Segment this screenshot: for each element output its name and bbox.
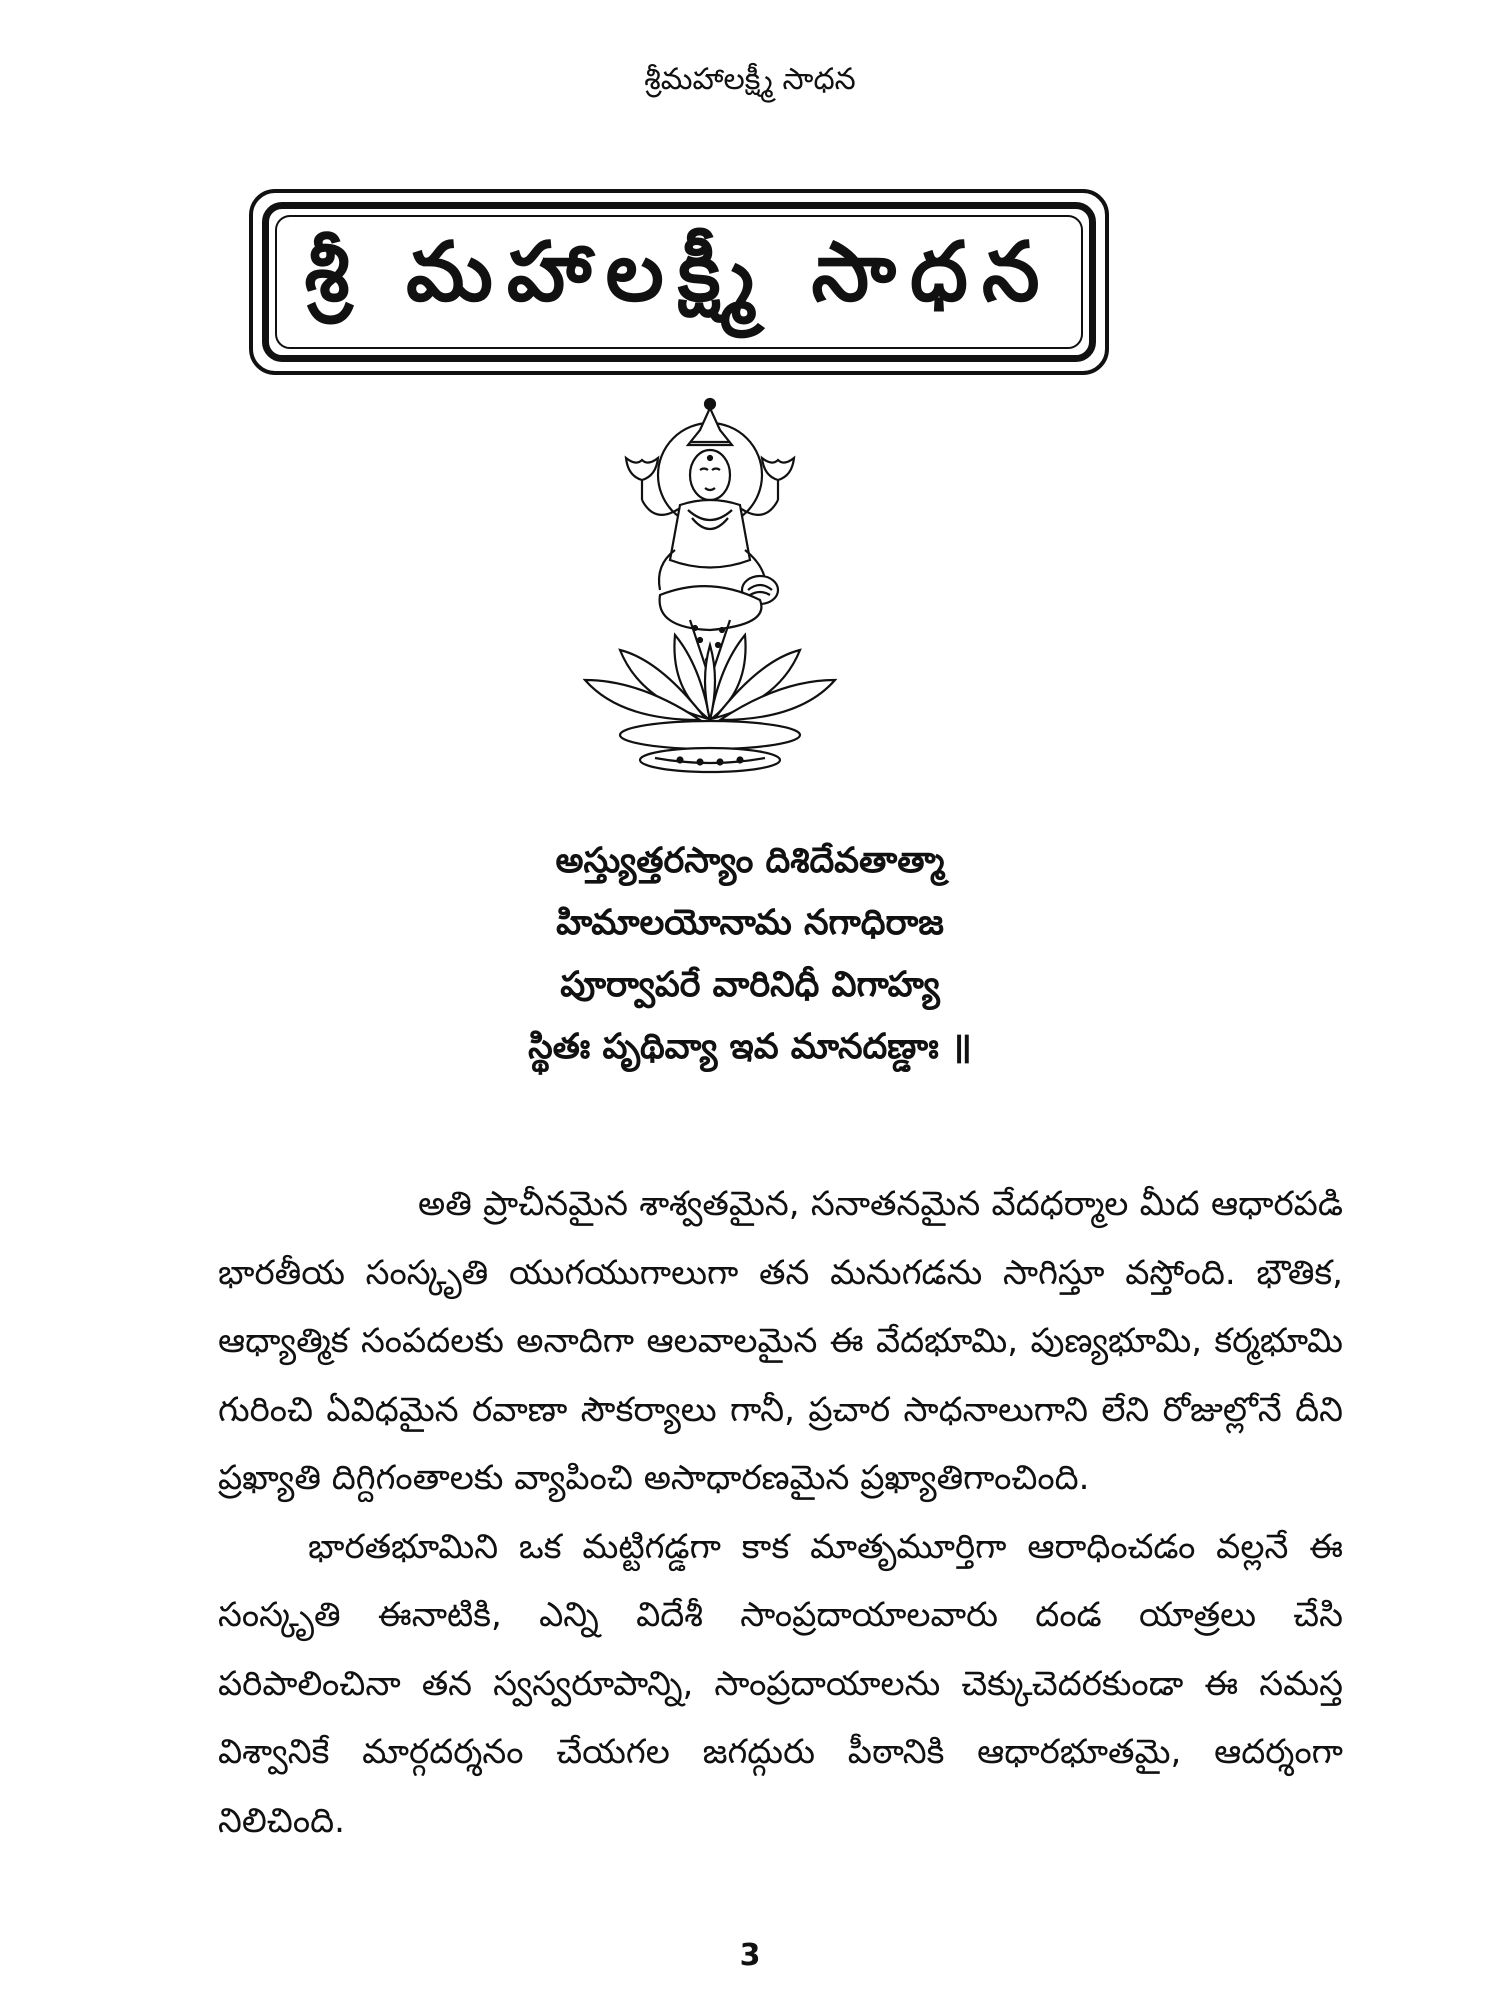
running-header: శ్రీమహాలక్ష్మీ సాధన bbox=[644, 62, 856, 97]
verse bbox=[0, 830, 1500, 1078]
verse-line: పూర్వాపరే వారినిధీ విగాహ్య bbox=[560, 965, 940, 1005]
paragraph bbox=[218, 1513, 1343, 1856]
page-number: 3 bbox=[739, 1938, 761, 1973]
page-title: శ్రీ మహాలక్ష్మీ సాధన bbox=[304, 224, 1054, 320]
verse-line: హిమాలయోనామ నగాధిరాజ bbox=[556, 903, 944, 943]
paragraph-text: అతి ప్రాచీనమైన శాశ్వతమైన, సనాతనమైన వేదధర్మాల మీద ఆధారపడి భారతీయ సంస్కృతి యుగయుగాలుగా తన మనుగడను సాగిస్తూ వస్తోంది. భౌతిక, ఆధ్యాత్మిక సంపదలకు అనాదిగా ఆలవాలమైన ఈ వేదభూమి, పుణ్యభూమి, కర్మభూమి గురించి ఏవిధమైన రవాణా సౌకర్యాలు గానీ, ప్రచార సాధనాలుగాని లేని రోజుల్లోనే దీని ప్రఖ్యాతి దిగ్దిగంతాలకు వ్యాపించి అసాధారణమైన ప్రఖ్యాతిగాంచింది. bbox=[218, 1184, 1343, 1498]
paragraph-text: భారతభూమిని ఒక మట్టిగడ్డగా కాక మాతృమూర్తిగా ఆరాధించడం వల్లనే ఈ సంస్కృతి ఈనాటికి, ఎన్ని విదేశీ సాంప్రదాయాలవారు దండ యాత్రలు చేసి పరిపాలించినా తన స్వస్వరూపాన్ని, సాంప్రదాయాలను చెక్కుచెదరకుండా ఈ సమస్త విశ్వానికే మార్గదర్శనం చేయగల జగద్గురు పీఠానికి ఆధారభూతమై, ఆదర్శంగా నిలిచింది. bbox=[218, 1526, 1343, 1841]
lakshmi-illustration bbox=[560, 390, 860, 790]
title-frame-border bbox=[262, 202, 1096, 362]
verse-line: స్థితః పృథివ్యా ఇవ మానదణ్డాః ॥ bbox=[528, 1027, 972, 1067]
title-frame-inner-border bbox=[275, 215, 1083, 349]
paragraph bbox=[218, 1170, 1343, 1513]
verse-line: అస్త్యుత్తరస్యాం దిశిదేవతాత్మా bbox=[555, 841, 945, 881]
body-text bbox=[218, 1170, 1343, 1855]
title-frame bbox=[249, 189, 1109, 375]
